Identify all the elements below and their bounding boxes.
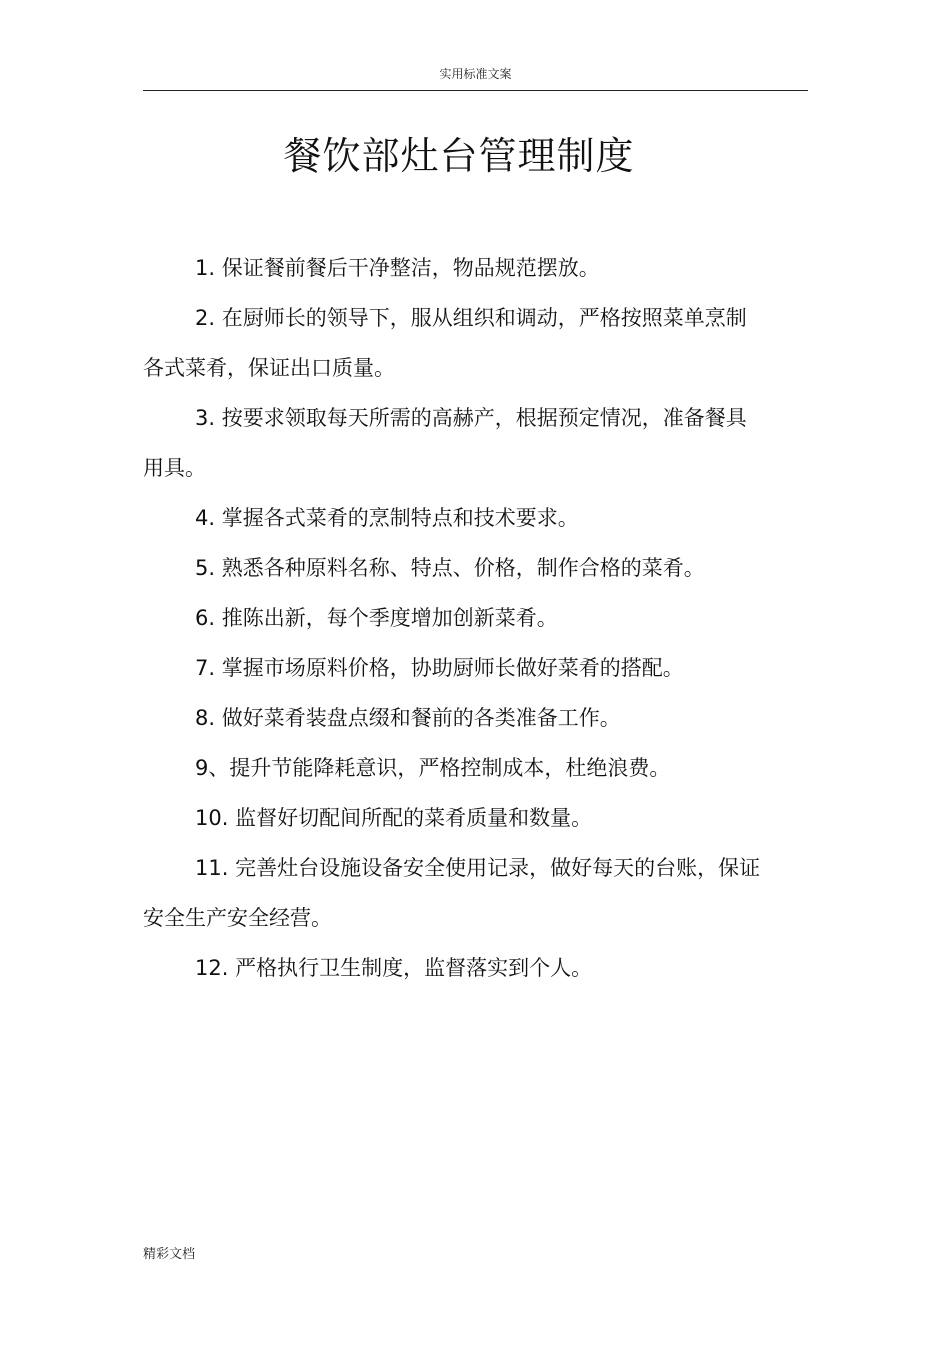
rule-item-1: 1. 保证餐前餐后干净整洁，物品规范摆放。 <box>195 256 600 280</box>
rule-item-5: 5. 熟悉各种原料名称、特点、价格，制作合格的菜肴。 <box>195 556 705 580</box>
rule-item-2: 2. 在厨师长的领导下，服从组织和调动，严格按照菜单烹制各式菜肴，保证出口质量。 <box>143 306 747 380</box>
page-footer: 精彩文档 <box>143 1247 196 1262</box>
rule-item-9: 9、提升节能降耗意识，严格控制成本，杜绝浪费。 <box>195 756 671 780</box>
document-title: 餐饮部灶台管理制度 <box>283 134 635 178</box>
rule-item-4: 4. 掌握各式菜肴的烹制特点和技术要求。 <box>195 506 579 530</box>
rule-item-7: 7. 掌握市场原料价格，协助厨师长做好菜肴的搭配。 <box>195 656 684 680</box>
rule-item-12: 12. 严格执行卫生制度，监督落实到个人。 <box>195 956 593 980</box>
rule-item-3: 3. 按要求领取每天所需的高赫产，根据预定情况，准备餐具用具。 <box>143 406 747 480</box>
rule-item-8: 8. 做好菜肴装盘点缀和餐前的各类准备工作。 <box>195 706 621 730</box>
rule-item-11: 11. 完善灶台设施设备安全使用记录，做好每天的台账，保证安全生产安全经营。 <box>143 856 761 930</box>
document-body <box>143 243 763 993</box>
rule-item-10: 10. 监督好切配间所配的菜肴质量和数量。 <box>195 806 593 830</box>
page-header: 实用标准文案 <box>439 67 512 81</box>
rule-item-6: 6. 推陈出新，每个季度增加创新菜肴。 <box>195 606 558 630</box>
header-divider <box>143 90 808 91</box>
